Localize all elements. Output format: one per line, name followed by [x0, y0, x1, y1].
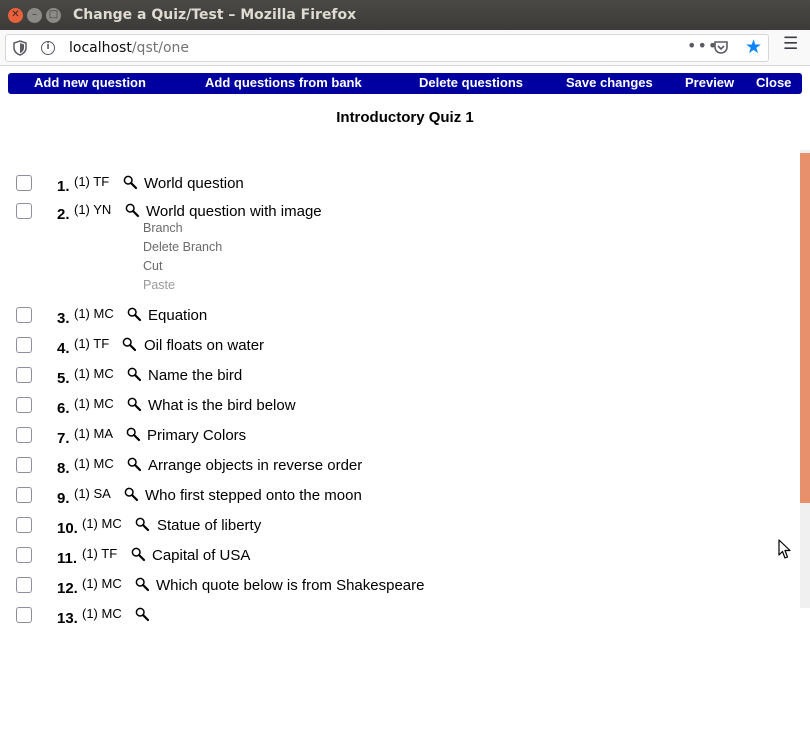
question-checkbox[interactable]: [16, 175, 32, 191]
question-row: [0, 544, 800, 568]
mouse-cursor-icon: [778, 539, 792, 560]
question-checkbox[interactable]: [16, 397, 32, 413]
pocket-icon[interactable]: [713, 40, 729, 55]
question-text[interactable]: Oil floats on water: [144, 337, 265, 354]
question-text[interactable]: Statue of liberty: [157, 517, 262, 534]
question-number: 1.: [57, 178, 70, 195]
window-close-button[interactable]: ✕: [8, 8, 23, 23]
question-number: 2.: [57, 206, 70, 223]
save-changes-button[interactable]: Save changes: [566, 75, 653, 90]
question-number: 11.: [57, 550, 78, 567]
question-row: [0, 514, 800, 538]
question-type: (1) TF: [74, 336, 110, 351]
question-type: (1) TF: [74, 174, 110, 189]
question-text[interactable]: Who first stepped onto the moon: [145, 487, 362, 504]
add-new-question-button[interactable]: Add new question: [34, 75, 146, 90]
question-checkbox[interactable]: [16, 307, 32, 323]
question-type: (1) MC: [74, 396, 114, 411]
search-icon[interactable]: [122, 337, 136, 351]
preview-button[interactable]: Preview: [685, 75, 735, 90]
question-row: [0, 172, 800, 196]
search-icon[interactable]: [127, 397, 141, 411]
question-number: 13.: [57, 610, 78, 627]
question-text[interactable]: Equation: [148, 307, 208, 324]
question-text[interactable]: Primary Colors: [147, 427, 247, 444]
question-checkbox[interactable]: [16, 547, 32, 563]
question-number: 6.: [57, 400, 70, 417]
question-number: 7.: [57, 430, 70, 447]
question-checkbox[interactable]: [16, 427, 32, 443]
search-icon[interactable]: [126, 427, 140, 441]
info-icon[interactable]: i: [41, 41, 55, 55]
context-menu-paste[interactable]: Paste: [143, 278, 175, 292]
window-title: Change a Quiz/Test – Mozilla Firefox: [73, 7, 357, 23]
close-button[interactable]: Close: [756, 75, 792, 90]
question-row: [0, 574, 800, 598]
question-number: 9.: [57, 490, 70, 507]
question-text[interactable]: World question: [144, 175, 244, 192]
question-number: 10.: [57, 520, 78, 537]
question-row: [0, 454, 800, 478]
question-row: [0, 200, 800, 224]
search-icon[interactable]: [123, 175, 137, 189]
question-number: 3.: [57, 310, 70, 327]
page-actions-icon[interactable]: •••: [687, 36, 719, 55]
question-row: [0, 604, 800, 628]
search-icon[interactable]: [131, 547, 145, 561]
search-icon[interactable]: [127, 457, 141, 471]
question-row: [0, 394, 800, 418]
question-type: (1) TF: [82, 546, 118, 561]
question-type: (1) MC: [74, 306, 114, 321]
question-checkbox[interactable]: [16, 367, 32, 383]
question-checkbox[interactable]: [16, 203, 32, 219]
question-text[interactable]: Arrange objects in reverse order: [148, 457, 363, 474]
question-checkbox[interactable]: [16, 457, 32, 473]
window-titlebar: [0, 0, 810, 30]
question-checkbox[interactable]: [16, 487, 32, 503]
question-type: (1) MC: [82, 576, 122, 591]
search-icon[interactable]: [135, 577, 149, 591]
question-number: 4.: [57, 340, 70, 357]
search-icon[interactable]: [135, 517, 149, 531]
question-type: (1) MC: [82, 606, 122, 621]
question-type: (1) MA: [74, 426, 113, 441]
search-icon[interactable]: [124, 487, 138, 501]
question-number: 8.: [57, 460, 70, 477]
context-menu-branch[interactable]: Branch: [143, 221, 183, 235]
window-minimize-button[interactable]: –: [27, 8, 42, 23]
hamburger-menu-icon[interactable]: ☰: [783, 34, 799, 54]
quiz-toolbar: [8, 73, 802, 94]
question-type: (1) MC: [74, 366, 114, 381]
browser-navbar: [0, 30, 810, 66]
question-number: 12.: [57, 580, 78, 597]
question-row: [0, 304, 800, 328]
shield-icon[interactable]: [13, 40, 27, 56]
question-type: (1) MC: [74, 456, 114, 471]
question-text[interactable]: Name the bird: [148, 367, 243, 384]
question-row: [0, 364, 800, 388]
question-text[interactable]: What is the bird below: [148, 397, 296, 414]
question-text[interactable]: Which quote below is from Shakespeare: [156, 577, 425, 594]
question-type: (1) YN: [74, 202, 112, 217]
context-menu-cut[interactable]: Cut: [143, 259, 163, 273]
question-type: (1) MC: [82, 516, 122, 531]
url-path: /qst/one: [131, 40, 189, 56]
url-bar[interactable]: [5, 34, 769, 62]
scrollbar-thumb[interactable]: [800, 153, 810, 503]
question-row: [0, 334, 800, 358]
search-icon[interactable]: [135, 607, 149, 621]
search-icon[interactable]: [125, 203, 139, 217]
question-list: [0, 160, 800, 627]
question-checkbox[interactable]: [16, 337, 32, 353]
bookmark-star-icon[interactable]: ★: [745, 36, 763, 58]
add-questions-from-bank-button[interactable]: Add questions from bank: [205, 75, 362, 90]
search-icon[interactable]: [127, 367, 141, 381]
quiz-title: Introductory Quiz 1: [336, 109, 474, 126]
question-checkbox[interactable]: [16, 577, 32, 593]
delete-questions-button[interactable]: Delete questions: [419, 75, 524, 90]
question-row: [0, 424, 800, 448]
question-row: [0, 484, 800, 508]
question-number: 5.: [57, 370, 70, 387]
url-text[interactable]: [69, 40, 189, 56]
question-text[interactable]: Capital of USA: [152, 547, 251, 564]
url-host: localhost: [69, 40, 132, 56]
window-maximize-button[interactable]: □: [46, 8, 61, 23]
search-icon[interactable]: [127, 307, 141, 321]
question-text[interactable]: World question with image: [146, 203, 322, 220]
question-type: (1) SA: [74, 486, 111, 501]
context-menu-delete-branch[interactable]: Delete Branch: [143, 240, 223, 254]
question-checkbox[interactable]: [16, 607, 32, 623]
question-checkbox[interactable]: [16, 517, 32, 533]
